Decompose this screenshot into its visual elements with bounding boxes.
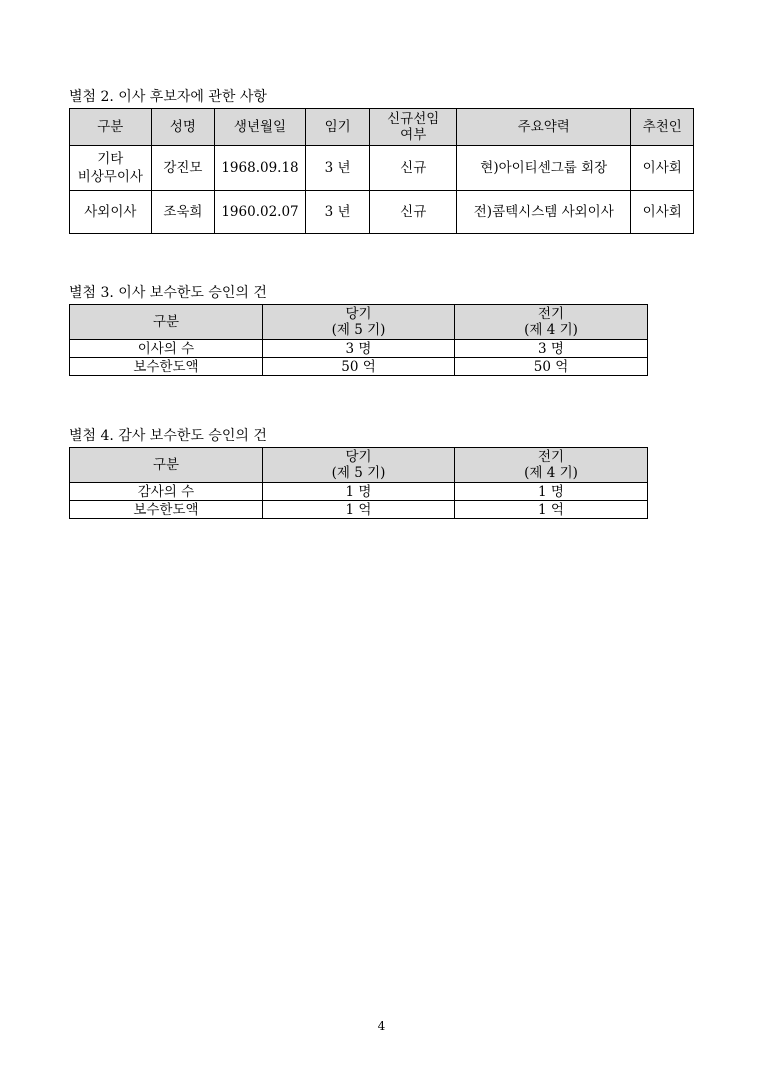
appendix3-title: 별첨 3. 이사 보수한도 승인의 건 xyxy=(69,285,267,301)
header-previous-period: 전기 (제 4 기) xyxy=(455,448,648,483)
header-new: 신규선임 여부 xyxy=(370,109,457,146)
cell-new: 신규 xyxy=(370,191,457,234)
cell-current: 1 명 xyxy=(263,483,455,501)
cell-term: 3 년 xyxy=(305,146,370,191)
cell-previous: 50 억 xyxy=(455,358,648,376)
cell-current: 3 명 xyxy=(263,340,455,358)
cell-current: 1 억 xyxy=(263,501,455,519)
cell-previous: 3 명 xyxy=(455,340,648,358)
director-candidates-table xyxy=(69,108,694,234)
header-term: 임기 xyxy=(305,109,370,146)
cell-recommender: 이사회 xyxy=(631,191,694,234)
page-number: 4 xyxy=(377,1019,386,1033)
table-header-row xyxy=(70,109,694,146)
cell-birth: 1968.09.18 xyxy=(215,146,306,191)
director-compensation-table xyxy=(69,304,648,376)
cell-category: 사외이사 xyxy=(70,191,152,234)
cell-career: 전)콤텍시스템 사외이사 xyxy=(457,191,631,234)
cell-current: 50 억 xyxy=(263,358,455,376)
header-previous-period: 전기 (제 4 기) xyxy=(455,305,648,340)
table-header-row xyxy=(70,305,648,340)
header-category: 구분 xyxy=(70,305,263,340)
cell-birth: 1960.02.07 xyxy=(215,191,306,234)
table-row xyxy=(70,191,694,234)
table-row xyxy=(70,501,648,519)
header-current-period: 당기 (제 5 기) xyxy=(263,448,455,483)
header-current-period: 당기 (제 5 기) xyxy=(263,305,455,340)
header-recommender: 추천인 xyxy=(631,109,694,146)
cell-term: 3 년 xyxy=(305,191,370,234)
header-career: 주요약력 xyxy=(457,109,631,146)
header-category: 구분 xyxy=(70,448,263,483)
auditor-compensation-table xyxy=(69,447,648,519)
header-category: 구분 xyxy=(70,109,152,146)
cell-new: 신규 xyxy=(370,146,457,191)
cell-previous: 1 명 xyxy=(455,483,648,501)
cell-label: 보수한도액 xyxy=(70,501,263,519)
cell-label: 이사의 수 xyxy=(70,340,263,358)
table-row xyxy=(70,146,694,191)
table-header-row xyxy=(70,448,648,483)
header-birth: 생년월일 xyxy=(215,109,306,146)
header-name: 성명 xyxy=(151,109,215,146)
cell-previous: 1 억 xyxy=(455,501,648,519)
table-row xyxy=(70,340,648,358)
cell-category: 기타 비상무이사 xyxy=(70,146,152,191)
cell-name: 조욱희 xyxy=(151,191,215,234)
cell-career: 현)아이티센그룹 회장 xyxy=(457,146,631,191)
cell-label: 감사의 수 xyxy=(70,483,263,501)
appendix4-title: 별첨 4. 감사 보수한도 승인의 건 xyxy=(69,428,267,444)
appendix2-title: 별첨 2. 이사 후보자에 관한 사항 xyxy=(69,89,267,105)
table-row xyxy=(70,358,648,376)
cell-name: 강진모 xyxy=(151,146,215,191)
table-row xyxy=(70,483,648,501)
cell-label: 보수한도액 xyxy=(70,358,263,376)
cell-recommender: 이사회 xyxy=(631,146,694,191)
